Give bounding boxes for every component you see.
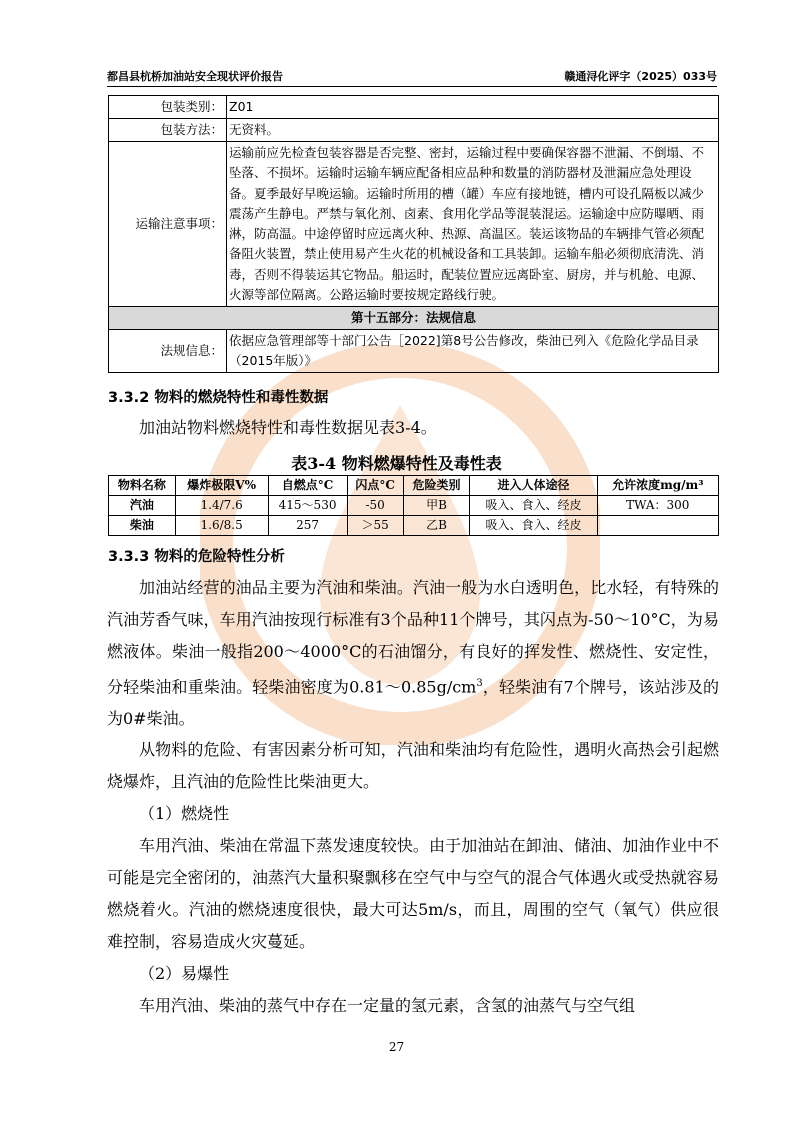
paragraph: 加油站物料燃烧特性和毒性数据见表3-4。 bbox=[139, 418, 437, 437]
table-cell: 415～530 bbox=[268, 496, 347, 516]
table-row bbox=[109, 142, 719, 307]
column-header: 允许浓度mg/m³ bbox=[597, 476, 718, 496]
table-cell: 乙B bbox=[403, 516, 470, 536]
section-row bbox=[109, 307, 719, 330]
table-cell bbox=[597, 516, 718, 536]
paragraph: 从物料的危险、有害因素分析可知，汽油和柴油均有危险性，遇明火高热会引起燃烧爆炸，且汽油的危险性比柴油更大。 bbox=[107, 740, 719, 791]
table-row bbox=[109, 119, 719, 142]
row-label: 包装方法： bbox=[109, 119, 227, 142]
header-left: 都昌县杭桥加油站安全现状评价报告 bbox=[107, 70, 283, 83]
section-heading: 3.3.2 物料的燃烧特性和毒性数据 bbox=[108, 390, 329, 406]
column-header: 爆炸极限V% bbox=[175, 476, 268, 496]
table-cell: 甲B bbox=[403, 496, 470, 516]
table-cell: 柴油 bbox=[109, 516, 176, 536]
table-cell: 吸入、食入、经皮 bbox=[470, 496, 597, 516]
table-cell: 1.6/8.5 bbox=[175, 516, 268, 536]
row-value: 运输前应先检查包装容器是否完整、密封，运输过程中要确保容器不泄漏、不倒塌、不坠落、不损坏。运输时运输车辆应配备相应品种和数量的消防器材及泄漏应急处理设备。夏季最好早晚运输。运输时所用的槽（罐）车应有接地链，槽内可设孔隔板以减少震荡产生静电。严禁与氧化剂、卤素、食用化学品等混装混运。运输途中应防曝晒、雨淋，防高温。中途停留时应远离火种、热源、高温区。装运该物品的车辆排气管必须配备阻火装置，禁止使用易产生火花的机械设备和工具装卸。运输车船必须彻底清洗、消毒，否则不得装运其它物品。船运时，配装位置应远离卧室、厨房，并与机舱、电源、火源等部位隔离。公路运输时要按规定路线行驶。 bbox=[227, 142, 719, 307]
table-cell: 257 bbox=[268, 516, 347, 536]
row-label: 包装类别： bbox=[109, 96, 227, 119]
section-heading: 3.3.3 物料的危险特性分析 bbox=[108, 549, 285, 565]
column-header: 危险类别 bbox=[403, 476, 470, 496]
subheading: （1）燃烧性 bbox=[139, 804, 230, 823]
row-label: 运输注意事项： bbox=[109, 142, 227, 307]
table-cell: -50 bbox=[347, 496, 403, 516]
table-row bbox=[109, 496, 719, 516]
paragraph-text: ，轻柴油有7个牌号，该站涉及的为0#柴油。 bbox=[107, 677, 719, 729]
column-header: 进入人体途径 bbox=[470, 476, 597, 496]
column-header: 闪点°C bbox=[347, 476, 403, 496]
subheading: （2）易爆性 bbox=[139, 964, 230, 983]
paragraph: 车用汽油、柴油的蒸气中存在一定量的氢元素，含氢的油蒸气与空气组 bbox=[139, 996, 636, 1015]
data-table bbox=[108, 475, 719, 536]
table-cell: ＞55 bbox=[347, 516, 403, 536]
row-value: Z01 bbox=[227, 96, 719, 119]
page-number: 27 bbox=[388, 1040, 405, 1054]
paragraph-text: 加油站经营的油品主要为汽油和柴油。汽油一般为水白透明色，比水轻，有特殊的汽油芳香气味，车用汽油按现行标准有3个品种11个牌号，其闪点为-50～10°C，为易燃液体。柴油一般指200～4000°C的石油馏分，有良好的挥发性、燃烧性、安定性，分轻柴油和重柴油。轻柴油密度为0.81～0.85g/cm bbox=[107, 578, 719, 697]
table-cell: TWA：300 bbox=[597, 496, 718, 516]
section-title: 第十五部分：法规信息 bbox=[109, 307, 719, 330]
table-cell: 吸入、食入、经皮 bbox=[470, 516, 597, 536]
table-header-row bbox=[109, 476, 719, 496]
table-row bbox=[109, 516, 719, 536]
msds-table bbox=[108, 95, 719, 373]
table-row bbox=[109, 96, 719, 119]
row-label: 法规信息： bbox=[109, 330, 227, 373]
header-right: 赣通浔化评字（2025）033号 bbox=[564, 70, 717, 83]
column-header: 物料名称 bbox=[109, 476, 176, 496]
table-cell: 汽油 bbox=[109, 496, 176, 516]
column-header: 自燃点°C bbox=[268, 476, 347, 496]
paragraph bbox=[107, 572, 719, 735]
table-caption: 表3-4 物料燃爆特性及毒性表 bbox=[291, 454, 502, 473]
table-cell: 1.4/7.6 bbox=[175, 496, 268, 516]
row-value: 依据应急管理部等十部门公告［2022]第8号公告修改，柴油已列入《危险化学品目录（2015年版）》 bbox=[227, 330, 719, 373]
superscript: 3 bbox=[476, 678, 483, 689]
page-header bbox=[107, 64, 717, 87]
row-value: 无资料。 bbox=[227, 119, 719, 142]
paragraph: 车用汽油、柴油在常温下蒸发速度较快。由于加油站在卸油、储油、加油作业中不可能是完全密闭的，油蒸汽大量积聚飘移在空气中与空气的混合气体遇火或受热就容易燃烧着火。汽油的燃烧速度很快，最大可达5m/s，而且，周围的空气（氧气）供应很难控制，容易造成火灾蔓延。 bbox=[107, 836, 719, 951]
table-row bbox=[109, 330, 719, 373]
